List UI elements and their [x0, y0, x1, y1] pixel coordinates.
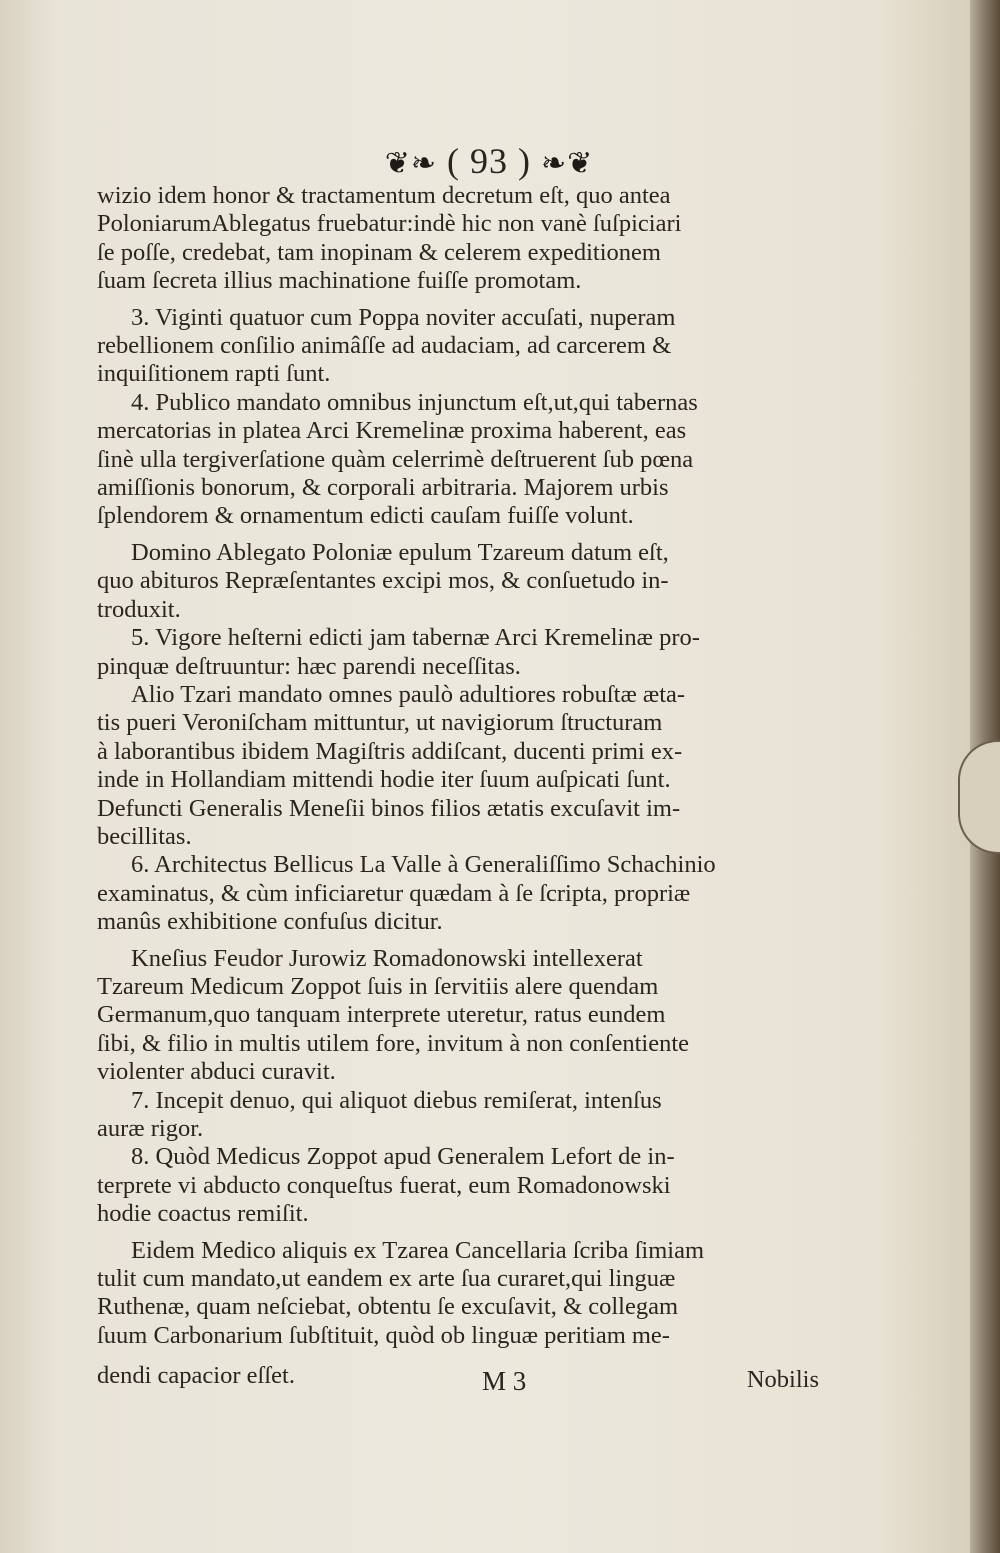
text-line: 8. Quòd Medicus Zoppot apud Generalem Lefort de in- — [131, 1143, 675, 1171]
text-line: PoloniarumAblegatus fruebatur:indè hic non vanè ſuſpiciari — [97, 210, 682, 238]
text-line: 4. Publico mandato omnibus injunctum eſt,ut,qui tabernas — [131, 388, 698, 416]
text-line: Tzareum Medicum Zoppot ſuis in ſervitiis alere quendam — [97, 972, 659, 1000]
text-line: 3. Viginti quatuor cum Poppa noviter accuſati, nuperam — [131, 303, 676, 331]
text-line: ſibi, & filio in multis utilem fore, invitum à non conſentiente — [97, 1029, 689, 1057]
text-line: ſinè ulla tergiverſatione quàm celerrimè deſtruerent ſub pœna — [97, 445, 694, 473]
text-line: ſplendorem & ornamentum edicti cauſam fuiſſe volunt. — [97, 502, 634, 530]
ornament-left-icon: ❦❧ — [384, 147, 437, 180]
text-line: Defuncti Generalis Meneſii binos filios ætatis excuſavit im- — [97, 794, 681, 822]
text-line: tulit cum mandato,ut eandem ex arte ſua curaret,qui linguæ — [97, 1265, 676, 1293]
page-header: ❦❧ ( 93 ) ❧❦ — [384, 141, 594, 181]
text-line: 7. Incepit denuo, qui aliquot diebus remiſerat, intenſus — [131, 1086, 662, 1114]
text-line: ſe poſſe, credebat, tam inopinam & celerem expeditionem — [97, 238, 661, 266]
text-line: inde in Hollandiam mittendi hodie iter ſuum auſpicati ſunt. — [97, 766, 671, 794]
text-line: ſuum Carbonarium ſubſtituit, quòd ob linguæ peritiam me- — [97, 1321, 670, 1349]
text-line: hodie coactus remiſit. — [97, 1200, 309, 1228]
text-line: à laborantibus ibidem Magiſtris addiſcant, ducenti primi ex- — [97, 737, 683, 765]
text-line: Eidem Medico aliquis ex Tzarea Cancellaria ſcriba ſimiam — [131, 1236, 705, 1264]
text-line: quo abituros Repræſentantes excipi mos, & conſuetudo in- — [97, 567, 669, 595]
text-line: Germanum,quo tanquam interprete uteretur, ratus eundem — [97, 1001, 666, 1029]
catchword: Nobilis — [746, 1366, 819, 1393]
page-footer — [97, 1362, 819, 1396]
text-line: troduxit. — [97, 595, 181, 623]
text-line: wizio idem honor & tractamentum decretum eſt, quo antea — [97, 182, 671, 209]
text-line: violenter abduci curavit. — [97, 1058, 336, 1086]
signature-mark: M 3 — [482, 1366, 527, 1396]
last-line: dendi capacior eſſet. — [97, 1362, 295, 1389]
text-line: manûs exhibitione confuſus dicitur. — [97, 908, 443, 936]
text-line: tis pueri Veroniſcham mittuntur, ut navigiorum ſtructuram — [97, 709, 663, 737]
text-line: auræ rigor. — [97, 1115, 204, 1142]
text-line: examinatus, & cùm inficiaretur quædam à ſe ſcripta, propriæ — [97, 879, 691, 907]
text-line: mercatorias in platea Arci Kremelinæ proxima haberent, eas — [97, 417, 687, 445]
page-number: 93 — [470, 141, 508, 181]
text-line: rebellionem conſilio animâſſe ad audaciam, ad carcerem & — [97, 332, 672, 360]
text-line: Alio Tzari mandato omnes paulò adultiores robuſtæ ætа- — [131, 680, 686, 708]
ornament-right-icon: ❧❦ — [541, 147, 594, 180]
thumb-tab — [958, 740, 1000, 854]
text-line: 5. Vigore heſterni edicti jam tabernæ Arci Kremelinæ pro- — [131, 624, 700, 652]
text-line: becillitas. — [97, 822, 192, 850]
text-line: Ruthenæ, quam neſciebat, obtentu ſe excuſavit, & collegam — [97, 1293, 679, 1321]
text-line: Domino Ablegato Poloniæ epulum Tzareum datum eſt, — [131, 538, 669, 566]
text-line: pinquæ deſtruuntur: hæc parendi neceſſitas. — [97, 652, 521, 680]
text-line: inquiſitionem rapti ſunt. — [97, 360, 331, 388]
body-text — [97, 182, 819, 1350]
text-line: terprete vi abducto conqueſtus fuerat, eum Romadonowski — [97, 1171, 671, 1199]
text-line: Kneſius Feudor Jurowiz Romadonowski intellexerat — [131, 944, 643, 972]
text-line: 6. Architectus Bellicus La Valle à Generaliſſimo Schachinio — [131, 851, 716, 879]
text-line: ſuam ſecreta illius machinatione fuiſſe promotam. — [97, 267, 582, 295]
text-line: amiſſionis bonorum, & corporali arbitraria. Majorem urbis — [97, 474, 669, 502]
